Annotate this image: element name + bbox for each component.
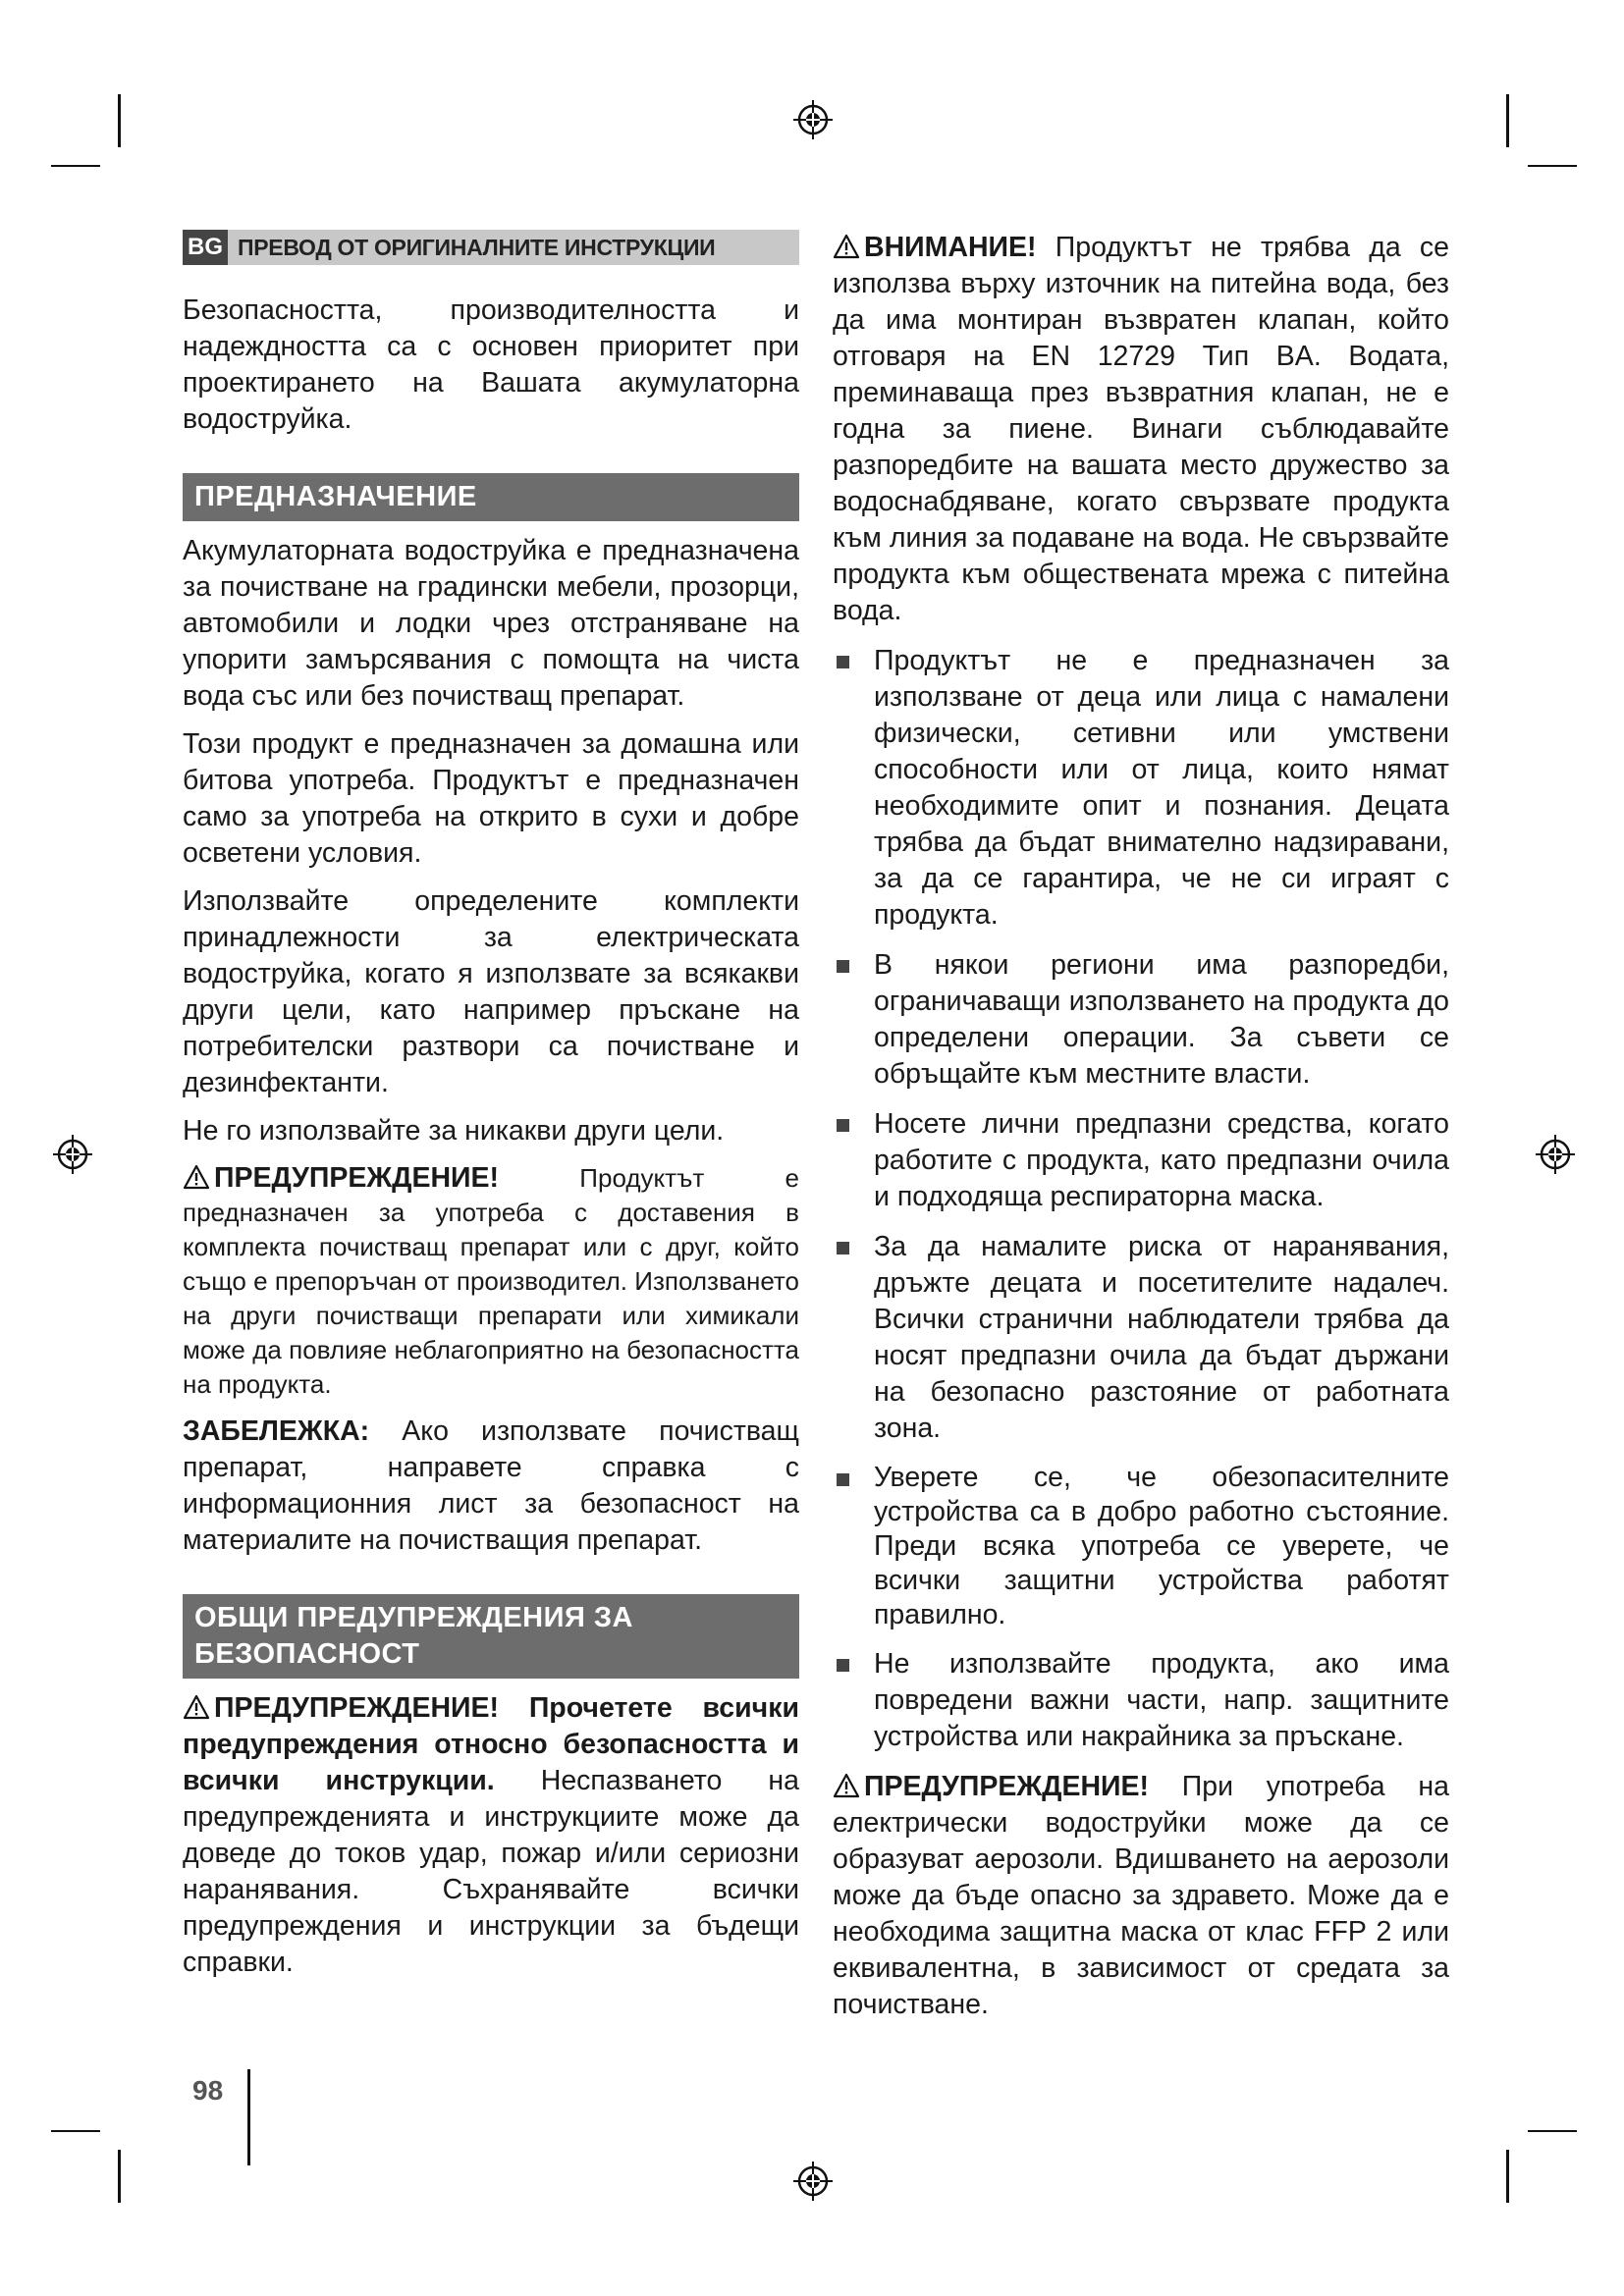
list-item [833, 1229, 1449, 1447]
bullet-text: Носете лични предпазни средства, когато работите с продукта, като предпазни очила и подходяща респираторна маска. [874, 1108, 1449, 1212]
registration-mark-icon [1534, 1133, 1577, 1176]
intro-paragraph: Безопасността, производителността и надеждността са с основен приоритет при проектирането на Вашата акумулаторна водоструйка. [183, 294, 799, 435]
document-subtitle: ПРЕВОД ОТ ОРИГИНАЛНИТЕ ИНСТРУКЦИИ [238, 234, 716, 260]
list-item [833, 1106, 1449, 1215]
list-item [833, 1646, 1449, 1755]
warning-triangle-icon [183, 1164, 210, 1190]
bullet-text: Продуктът не е предназначен за използване от деца или лица с намалени физически, сетивни или умствени способности или от лица, които нямат необходимите опит и познания. Децата трябва да бъдат внимателно надзиравани, за да се гарантира, че не си играят с продукта. [874, 645, 1449, 931]
aerosol-warning-label: ПРЕДУПРЕЖДЕНИЕ! [864, 1771, 1150, 1802]
left-column [183, 230, 799, 1981]
right-column [833, 230, 1449, 2023]
bullet-text: Уверете се, че обезопасителните устройства са в добро работно състояние. Преди всяка употреба се уверете, че всички защитни устройства работят правилно. [874, 1462, 1449, 1630]
bullet-text: Не използвайте продукта, ако има повредени важни части, напр. защитните устройства или накрайника за пръскане. [874, 1648, 1449, 1752]
general-warning-paragraph [183, 1690, 799, 1981]
note-text: Ако използвате почистващ препарат, направете справка с информационния лист за безопасност на материалите на почистващия препарат. [183, 1415, 799, 1556]
section-heading-purpose: ПРЕДНАЗНАЧЕНИЕ [183, 473, 799, 521]
general-warning-bold: ПРЕДУПРЕЖДЕНИЕ! Прочетете всички предупреждения относно безопасността и всички инструкции. [183, 1692, 799, 1796]
warning-text: Продуктът е предназначен за употреба с доставения в комплекта почистващ препарат или с друг, който също е препоръчан от производител. Използването на други почистващи препарати или химикали може да повлияе неблагоприятно на безопасността на продукта. [183, 1163, 799, 1399]
registration-mark-icon [51, 1133, 94, 1176]
attention-paragraph [833, 230, 1449, 629]
purpose-paragraph: Не го използвайте за никакви други цели. [183, 1115, 725, 1147]
safety-bullet-list [833, 643, 1449, 1755]
bullet-text: За да намалите риска от наранявания, дръжте децата и посетителите надалеч. Всички странични наблюдатели трябва да носят предпазни очила да бъдат държани на безопасно разстояние от работната зона. [874, 1231, 1449, 1444]
warning-triangle-icon [833, 1773, 860, 1798]
attention-label: ВНИМАНИЕ! [864, 232, 1037, 263]
language-header [183, 230, 799, 265]
crop-mark [1506, 2150, 1509, 2203]
warning-label: ПРЕДУПРЕЖДЕНИЕ! [214, 1162, 500, 1194]
warning-triangle-icon [833, 234, 860, 259]
crop-mark [118, 2150, 121, 2203]
general-warning-text: Неспазването на предупрежденията и инструкциите може да доведе до токов удар, пожар и/или сериозни наранявания. Съхранявайте всички предупреждения и инструкции за бъдещи справки. [183, 1765, 799, 1978]
footer-divider [247, 2069, 250, 2165]
crop-mark [1528, 165, 1577, 167]
section-heading-general-safety: ОБЩИ ПРЕДУПРЕЖДЕНИЯ ЗА БЕЗОПАСНОСТ [183, 1594, 799, 1679]
language-code-badge: BG [183, 230, 228, 265]
aerosol-warning-text: При употреба на електрически водоструйки може да се образуват аерозоли. Вдишването на аерозоли може да бъде опасно за здравето. Може да е необходима защитна маска от клас FFP 2 или еквивалентна, в зависимост от средата за почистване. [833, 1771, 1449, 2020]
list-item [833, 643, 1449, 934]
crop-mark [51, 2130, 100, 2132]
crop-mark [1506, 94, 1509, 147]
crop-mark [51, 165, 100, 167]
page-number: 98 [192, 2075, 224, 2106]
note-paragraph [183, 1414, 799, 1559]
crop-mark [1528, 2130, 1577, 2132]
purpose-paragraph: Този продукт е предназначен за домашна или битова употреба. Продуктът е предназначен само за употреба на открито в сухи и добре осветени условия. [183, 728, 799, 869]
bullet-text: В някои региони има разпоредби, ограничаващи използването на продукта до определени операции. За съвети се обръщайте към местните власти. [874, 949, 1449, 1090]
warning-paragraph [183, 1161, 799, 1402]
purpose-paragraph: Използвайте определените комплекти принадлежности за електрическата водоструйка, когато я използвате за всякакви други цели, като например пръскане на потребителски разтвори са почистване и дезинфектанти. [183, 885, 799, 1098]
registration-mark-icon [791, 98, 835, 141]
registration-mark-icon [791, 2160, 835, 2203]
purpose-paragraph: Акумулаторната водоструйка е предназначена за почистване на градински мебели, прозорци, автомобили и лодки чрез отстраняване на упорити замърсявания с помощта на чиста вода със или без почистващ препарат. [183, 535, 799, 712]
attention-text: Продуктът не трябва да се използва върху източник на питейна вода, без да има монтиран възвратен клапан, който отговаря на EN 12729 Тип BA. Водата, преминаваща през възвратния клапан, не е годна за пиене. Винаги съблюдавайте разпоредбите на вашата место дружество за водоснабдяване, когато свързвате продукта към линия за подаване на вода. Не свързвайте продукта към обществената мрежа с питейна вода. [833, 232, 1449, 626]
list-item [833, 1461, 1449, 1632]
note-label: ЗАБЕЛЕЖКА: [183, 1415, 370, 1447]
crop-mark [118, 94, 121, 147]
list-item [833, 947, 1449, 1093]
warning-triangle-icon [183, 1694, 210, 1720]
aerosol-warning-paragraph [833, 1769, 1449, 2023]
